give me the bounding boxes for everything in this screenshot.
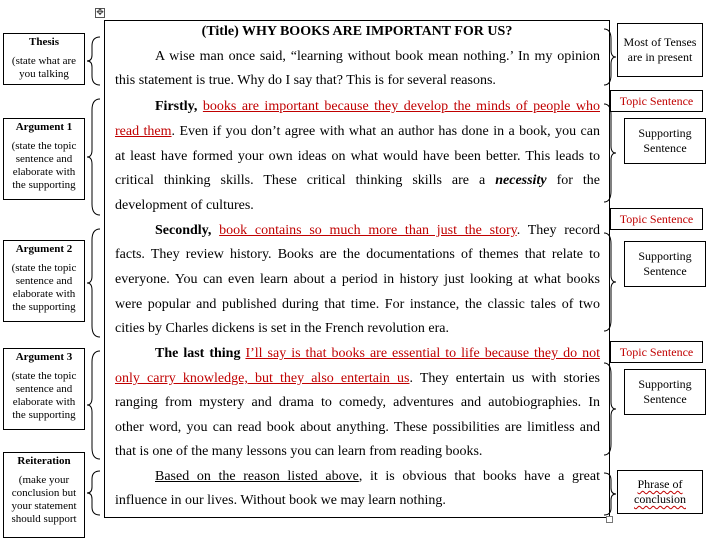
resize-handle[interactable] [606, 516, 613, 523]
argument-3-line: ranging from mystery and drama to comedy, adventures and autobiographies. In [115, 395, 600, 410]
argument-3-label-box [3, 348, 85, 430]
thesis-line: this statement is true. Why do I say that? This is for several reasons. [115, 73, 496, 88]
label-title: Reiteration [17, 455, 71, 467]
supporting-sentence-label: Supporting Sentence [624, 241, 706, 287]
topic-sentence-label: Topic Sentence [610, 208, 703, 230]
argument-3-line: that is one of the many lessons you can learn from reading books. [115, 444, 483, 459]
argument-1-line: critical thinking skills. These critical thinking skills are a necessity for the [115, 173, 601, 188]
label-title: Thesis [29, 36, 59, 48]
right-brace-icon [603, 232, 617, 332]
left-brace-icon [86, 98, 102, 216]
emphasis-word: necessity [495, 173, 547, 188]
essay-title: (Title) WHY BOOKS ARE IMPORTANT FOR US? [201, 24, 513, 39]
conclusion-phrase: Based on the reason listed above [155, 469, 359, 484]
label-title: Argument 2 [15, 243, 73, 255]
supporting-sentence-label: Supporting Sentence [624, 118, 706, 164]
label-desc: (state what are you talking [11, 55, 77, 80]
label-title: Argument 1 [15, 121, 73, 133]
supporting-sentence-label: Supporting Sentence [624, 369, 706, 415]
argument-1-line: at least have formed your own ideas on what would have been better. This leads to [115, 149, 600, 164]
reiteration-line: influence in our lives. Without book we may learn nothing. [115, 493, 446, 508]
paragraph-lead: Secondly, [155, 223, 212, 238]
left-brace-icon [86, 470, 102, 516]
argument-2-line: were popular and published during that time. For instance, the classic tales of two [115, 297, 600, 312]
left-brace-icon [86, 228, 102, 338]
label-desc: (make your conclusion but your statement should support [11, 474, 77, 525]
argument-1-line: read them. Even if you don’t agree with what an author has done in a book, you can [115, 124, 600, 139]
reiteration-line: Based on the reason listed above, it is obvious that books have a great [155, 469, 600, 484]
topic-sentence: read them [115, 124, 172, 139]
argument-3-line: only carry knowledge, but they also entertain us. They entertain us with stories [115, 371, 601, 386]
argument-2-line: Secondly, book contains so much more than just the story. They record [155, 223, 601, 238]
topic-sentence: books are important because they develop the minds of people who [202, 99, 600, 114]
paragraph-lead: Firstly, [155, 99, 198, 114]
topic-sentence: I’ll say is that books are essential to life because they do not [245, 346, 601, 361]
reiteration-label-box [3, 452, 85, 538]
right-brace-icon [603, 362, 617, 456]
argument-3-line [115, 345, 600, 362]
right-brace-icon [603, 103, 617, 203]
tenses-note-box: Most of Tenses are in present [617, 23, 703, 77]
paragraph-lead: The last thing [155, 346, 241, 361]
topic-sentence: only carry knowledge, but they also entertain us [115, 371, 410, 386]
argument-1-line: development of cultures. [115, 198, 254, 213]
label-desc: (state the topic sentence and elaborate with the supporting [11, 140, 77, 191]
topic-sentence-label: Topic Sentence [610, 341, 703, 363]
label-title: Argument 3 [15, 351, 73, 363]
topic-sentence: book contains so much more than just the story [219, 223, 517, 238]
argument-2-label-box [3, 240, 85, 322]
left-brace-icon [86, 350, 102, 460]
argument-2-line: everyone. You can even learn about a period in history just looking at what books [115, 272, 600, 287]
argument-2-line: facts. They review history. Books are the documentations of themes that relate to [115, 247, 600, 262]
thesis-label-box [3, 33, 85, 85]
move-handle-icon[interactable]: ✥ [96, 8, 104, 18]
label-desc: (state the topic sentence and elaborate with the supporting [11, 370, 77, 421]
label-desc: (state the topic sentence and elaborate with the supporting [11, 262, 77, 313]
argument-3-line: other word, you can read book about anything. These possibilities are limitless and [115, 420, 600, 435]
topic-sentence-label: Topic Sentence [610, 90, 703, 112]
argument-1-label-box [3, 118, 85, 200]
argument-2-line: cities by Charles dickens is set in the French revolution era. [115, 321, 449, 336]
argument-1-line [115, 98, 600, 115]
thesis-line: A wise man once said, “learning without book mean nothing.’ In my opinion [155, 49, 600, 64]
left-brace-icon [86, 36, 102, 86]
right-brace-icon [603, 28, 617, 86]
conclusion-phrase-label: Phrase of conclusion [617, 470, 703, 514]
right-brace-icon [603, 472, 617, 516]
